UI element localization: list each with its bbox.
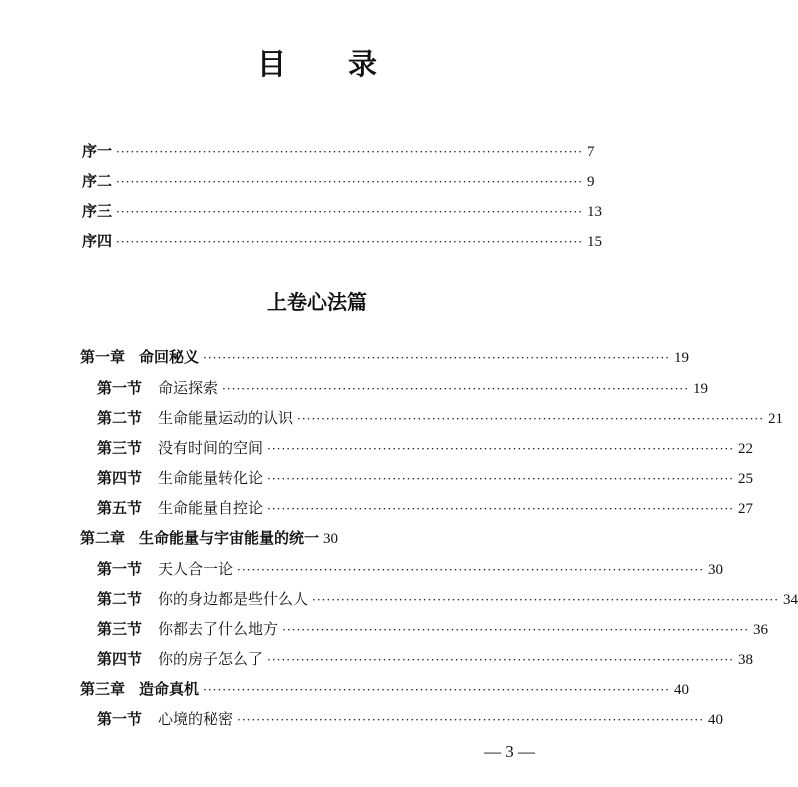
leader-dots: ································································································· [203,683,671,697]
section-number: 第四节 [97,469,143,487]
toc-chapter-row[interactable] [80,346,690,368]
section-title: 命运探索 [158,379,219,397]
toc-section-row[interactable] [97,708,724,730]
page-title [0,42,634,83]
section-title: 你的房子怎么了 [158,650,264,668]
leader-dots: ································································································· [267,653,735,667]
toc-section-row[interactable] [97,407,784,429]
toc-chapter-row[interactable] [80,678,690,700]
section-number: 第五节 [97,499,143,517]
section-title: 你都去了什么地方 [158,620,279,638]
page-ref: 38 [738,652,754,668]
leader-dots: ································································································· [116,175,584,189]
section-title: 你的身边都是些什么人 [158,590,309,608]
title-char-2: 录 [348,47,378,81]
toc-section-row[interactable] [97,588,798,610]
section-title: 天人合一论 [158,560,234,578]
toc-preface-row[interactable] [82,230,603,252]
toc-section-row[interactable] [97,648,754,670]
part-title: 上卷心法篇 [267,290,367,314]
page-ref: 13 [587,204,603,220]
page-ref: 7 [587,144,595,160]
chapter-title: 生命能量与宇宙能量的统一 [139,529,320,547]
chapter-title: 命回秘义 [139,348,200,366]
page-ref: 15 [587,234,603,250]
page-ref: 36 [753,622,769,638]
leader-dots: ································································································· [267,502,735,516]
toc-section-row[interactable] [97,437,754,459]
leader-dots: ································································································· [237,563,705,577]
leader-dots: ································································································· [116,205,584,219]
chapter-number: 第二章 [80,529,126,547]
chapter-number: 第三章 [80,680,126,698]
toc-section-row[interactable] [97,558,724,580]
leader-dots: ································································································· [116,145,584,159]
toc-section-row[interactable] [97,497,754,519]
page-ref: 40 [708,712,724,728]
section-title: 生命能量运动的认识 [158,409,294,427]
page-ref: 30 [708,562,724,578]
title-char-1: 目 [256,47,286,81]
page-ref: 25 [738,471,754,487]
page-ref: 19 [693,381,709,397]
section-number: 第三节 [97,439,143,457]
leader-dots: ································································································· [237,713,705,727]
toc-section-row[interactable] [97,467,754,489]
section-number: 第四节 [97,650,143,668]
chapter-title: 造命真机 [139,680,200,698]
chapter-number: 第一章 [80,348,126,366]
section-number: 第一节 [97,560,143,578]
leader-dots: ································································································· [312,593,780,607]
page-ref: 19 [674,350,690,366]
preface-label: 序二 [82,172,113,190]
toc-chapter-row[interactable] [80,527,590,549]
page-ref: 27 [738,501,754,517]
toc-preface-row[interactable] [82,170,595,192]
page-ref: 22 [738,441,754,457]
section-number: 第一节 [97,710,143,728]
section-title: 生命能量转化论 [158,469,264,487]
leader-dots: ································································································· [267,472,735,486]
page-number: — 3 — [484,742,535,761]
leader-dots: ································································································· [282,623,750,637]
section-number: 第三节 [97,620,143,638]
section-number: 第一节 [97,379,143,397]
toc-preface-row[interactable] [82,200,603,222]
preface-label: 序四 [82,232,113,250]
section-number: 第二节 [97,409,143,427]
preface-label: 序一 [82,142,113,160]
section-title: 心境的秘密 [158,710,234,728]
page-ref: 40 [674,682,690,698]
leader-dots: ································································································· [267,442,735,456]
page-ref: 9 [587,174,595,190]
leader-dots: ································································································· [297,412,765,426]
toc-section-row[interactable] [97,618,769,640]
page-ref: 34 [783,592,798,608]
section-title: 没有时间的空间 [158,439,264,457]
page-ref: 30 [323,531,339,547]
toc-section-row[interactable] [97,377,709,399]
leader-dots: ································································································· [116,235,584,249]
section-title: 生命能量自控论 [158,499,264,517]
leader-dots: ································································································· [222,382,690,396]
leader-dots: ································································································· [203,351,671,365]
section-number: 第二节 [97,590,143,608]
preface-label: 序三 [82,202,113,220]
page-ref: 21 [768,411,784,427]
toc-preface-row[interactable] [82,140,595,162]
